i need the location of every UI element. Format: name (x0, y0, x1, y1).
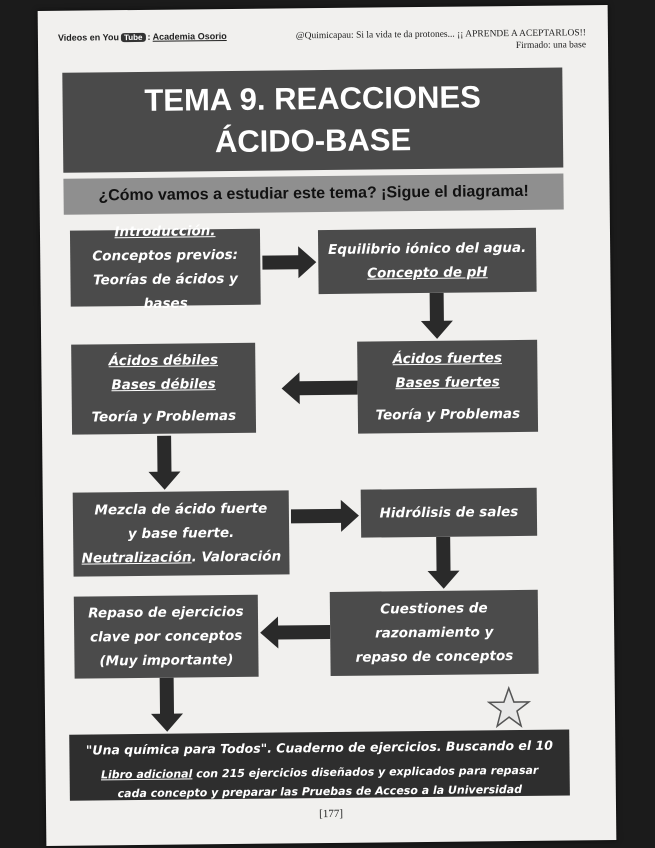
arrow-down-2 (146, 436, 183, 492)
box-acidos-fuertes-line2: Bases fuertes (395, 374, 500, 392)
box-introduccion-line3: Teorías de ácidos y bases (92, 270, 238, 312)
box-introduccion (70, 223, 261, 312)
box-repaso (74, 595, 259, 679)
arrow-right-2 (291, 498, 361, 535)
bottom-book-line2-rest: con 215 ejercicios diseñados y explicados para repasar (192, 763, 539, 781)
chapter-title-line1: TEMA 9. REACCIONES (144, 79, 481, 118)
arrow-down-4 (149, 678, 186, 734)
arrow-left-2 (258, 614, 330, 651)
box-acidos-debiles-line3: Teoría y Problemas (91, 407, 237, 426)
box-mezcla-valoracion: . Valoración (191, 548, 282, 566)
box-cuestiones (330, 590, 539, 676)
arrow-down-3 (425, 537, 462, 591)
star-icon (487, 686, 531, 728)
header-quote-line2: Firmado: una base (515, 40, 587, 52)
box-acidos-fuertes (357, 340, 538, 434)
box-equilibrio-line1: Equilibrio iónico del agua. (327, 239, 527, 258)
box-cuestiones-line2: razonamiento y (374, 624, 494, 642)
chapter-title-line2: ÁCIDO-BASE (214, 122, 412, 160)
header-quote-line1: @Quimicapau: Si la vida te da protones... ¡¡ APRENDE A ACEPTARLOS!! (295, 28, 586, 42)
box-repaso-line1: Repaso de ejercicios (88, 603, 244, 622)
bottom-book-link[interactable]: Libro adicional (100, 767, 193, 782)
box-acidos-debiles-line2: Bases débiles (111, 376, 216, 394)
bottom-book-title: "Una química para Todos". Cuaderno de ejercicios. Buscando el 10 (85, 737, 553, 758)
box-acidos-fuertes-line1: Ácidos fuertes (392, 350, 503, 368)
box-mezcla (73, 490, 290, 576)
box-mezcla-neutralizacion: Neutralización (81, 549, 192, 567)
page-number: [177] (319, 807, 344, 821)
youtube-logo-badge: Tube (121, 33, 146, 42)
header-quote (296, 27, 586, 54)
book-page (38, 5, 617, 846)
header-separator: : (147, 31, 151, 42)
arrow-down-1 (419, 293, 456, 341)
box-acidos-fuertes-line3: Teoría y Problemas (375, 405, 521, 424)
academy-name: Academia Osorio (152, 31, 227, 42)
arrow-right-1 (262, 244, 318, 281)
box-equilibrio-line2: Concepto de pH (367, 264, 488, 282)
diagram-subtitle: ¿Cómo vamos a estudiar este tema? ¡Sigue el diagrama! (63, 174, 563, 215)
box-repaso-line2: clave por conceptos (90, 627, 243, 646)
videos-prefix: Videos en You (57, 32, 120, 43)
box-cuestiones-line3: repaso de conceptos (355, 648, 514, 666)
header-youtube-credit (58, 31, 227, 43)
box-hidrolisis (361, 488, 537, 538)
bottom-book-line3: cada concepto y preparar las Pruebas de Acceso a la Universidad (117, 782, 523, 801)
box-introduccion-title: Introducción. (114, 223, 216, 241)
box-mezcla-line3 (81, 544, 281, 570)
box-hidrolisis-line1: Hidrólisis de sales (379, 504, 519, 522)
chapter-title-box (62, 68, 563, 173)
box-repaso-line3: (Muy importante) (99, 651, 234, 670)
box-equilibrio-ionico (318, 228, 537, 294)
box-mezcla-line2: y base fuerte. (127, 524, 235, 543)
box-mezcla-line1: Mezcla de ácido fuerte (94, 500, 268, 519)
box-cuestiones-line1: Cuestiones de (380, 600, 488, 618)
arrow-left-1 (279, 370, 357, 407)
box-acidos-debiles-line1: Ácidos débiles (108, 352, 219, 370)
box-acidos-debiles (71, 343, 256, 435)
bottom-book-box (69, 729, 570, 800)
box-introduccion-line2: Conceptos previos: (92, 246, 239, 265)
